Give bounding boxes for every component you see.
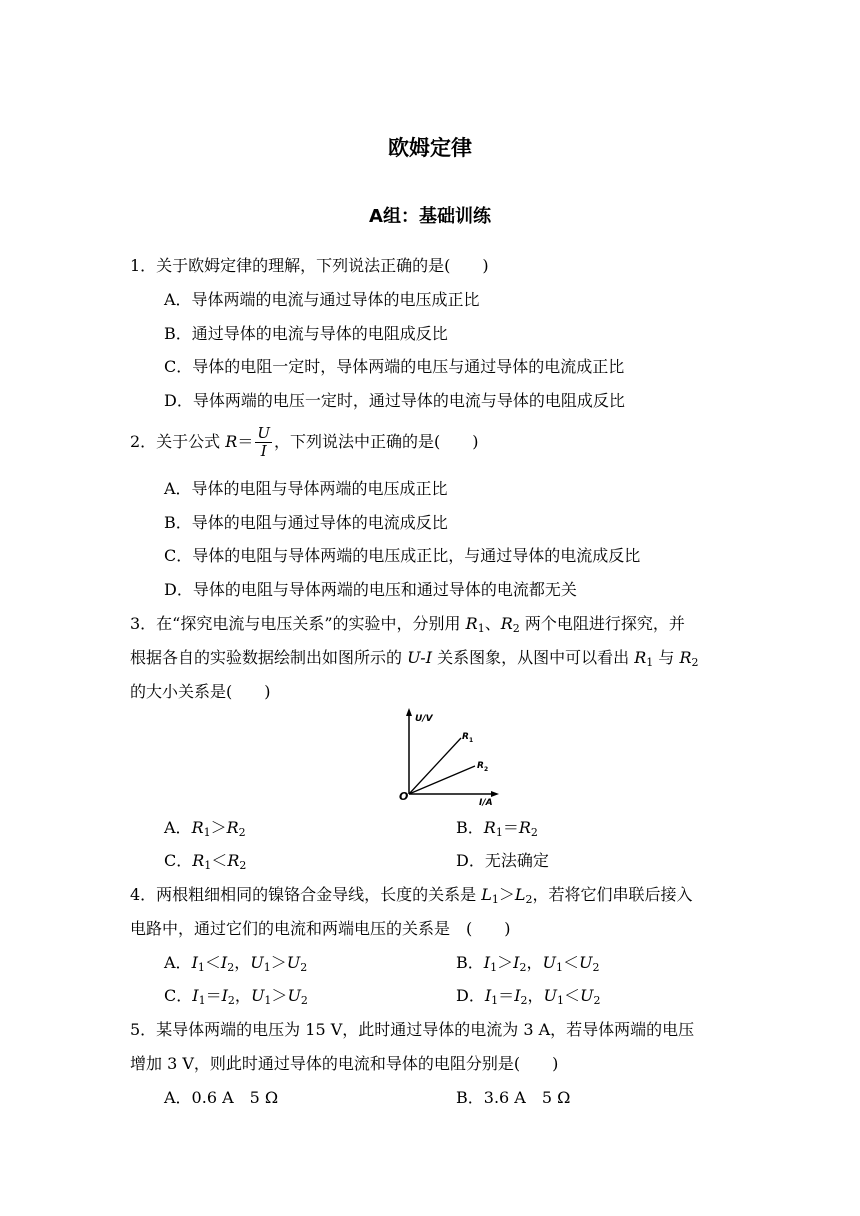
- q4-option-d: D．$I_1=I_2$，$U_1<U_2$: [456, 986, 601, 1007]
- q3-option-b: B．$R_1=R_2$: [456, 818, 538, 839]
- q3-option-c: C．$R_1<R_2$: [164, 851, 247, 872]
- q2-option-d: D．导体的电阻与导体两端的电压和通过导体的电流都无关: [164, 580, 577, 599]
- r2-label: R: [477, 761, 484, 771]
- section-heading: A组：基础训练: [369, 206, 491, 227]
- q3-stem-line2: 根据各自的实验数据绘制出如图所示的 U-I 关系图象，从图中可以看出 $R_1$ 与 $R_2$: [130, 648, 699, 669]
- x-axis-arrow: [491, 791, 499, 797]
- origin-label: O: [399, 790, 409, 803]
- q1-stem: 1．关于欧姆定律的理解，下列说法正确的是( ): [130, 256, 489, 275]
- q1-option-a: A．导体两端的电流与通过导体的电压成正比: [164, 290, 480, 309]
- y-axis-label: U/V: [415, 714, 433, 724]
- q1-option-b: B．通过导体的电流与导体的电阻成反比: [164, 324, 448, 343]
- q3-ui-graph: [395, 706, 505, 810]
- q5-option-b: B．3.6 A 5 Ω: [456, 1088, 571, 1107]
- q3-stem-line3: 的大小关系是( ): [130, 682, 271, 701]
- r1-label: R: [462, 732, 469, 742]
- q2-option-a: A．导体的电阻与导体两端的电压成正比: [164, 479, 448, 498]
- q5-stem-line2: 增加 3 V，则此时通过导体的电流和导体的电阻分别是( ): [130, 1054, 559, 1073]
- r1-label-sub: 1: [469, 737, 474, 744]
- q4-option-b: B．$I_1>I_2$，$U_1<U_2$: [456, 953, 600, 974]
- q5-stem-line1: 5．某导体两端的电压为 15 V，此时通过导体的电流为 3 A，若导体两端的电压: [130, 1020, 695, 1039]
- q3-option-a: A．$R_1>R_2$: [164, 818, 246, 839]
- q2-stem: 2．关于公式 R＝ $\frac{U}{I}$ ，下列说法中正确的是( ): [130, 424, 479, 460]
- r1-line: [409, 738, 461, 794]
- q4-stem-line1: 4．两根粗细相同的镍铬合金导线，长度的关系是 $L_1>L_2$，若将它们串联后接入: [130, 885, 693, 906]
- r2-label-sub: 2: [484, 766, 489, 773]
- q1-option-d: D．导体两端的电压一定时，通过导体的电流与导体的电阻成反比: [164, 391, 625, 410]
- q1-option-c: C．导体的电阻一定时，导体两端的电压与通过导体的电流成正比: [164, 357, 625, 376]
- q2-option-b: B．导体的电阻与通过导体的电流成反比: [164, 513, 448, 532]
- q3-stem-line1: 3．在“探究电流与电压关系”的实验中，分别用 $R_1$、$R_2$ 两个电阻进行探究，并: [130, 614, 685, 635]
- q4-option-a: A．$I_1<I_2$，$U_1>U_2$: [164, 953, 308, 974]
- q4-stem-line2: 电路中，通过它们的电流和两端电压的关系是 ( ): [130, 919, 511, 938]
- q5-option-a: A．0.6 A 5 Ω: [164, 1088, 279, 1107]
- q4-option-c: C．$I_1=I_2$，$U_1>U_2$: [164, 986, 308, 1007]
- r2-line: [409, 766, 475, 794]
- q3-option-d: D．无法确定: [456, 851, 549, 870]
- y-axis-arrow: [406, 708, 412, 716]
- q2-fraction: $\frac{U}{I}$: [257, 424, 270, 460]
- page-title: 欧姆定律: [388, 136, 472, 160]
- q2-option-c: C．导体的电阻与导体两端的电压成正比，与通过导体的电流成反比: [164, 546, 641, 565]
- x-axis-label: I/A: [479, 798, 493, 808]
